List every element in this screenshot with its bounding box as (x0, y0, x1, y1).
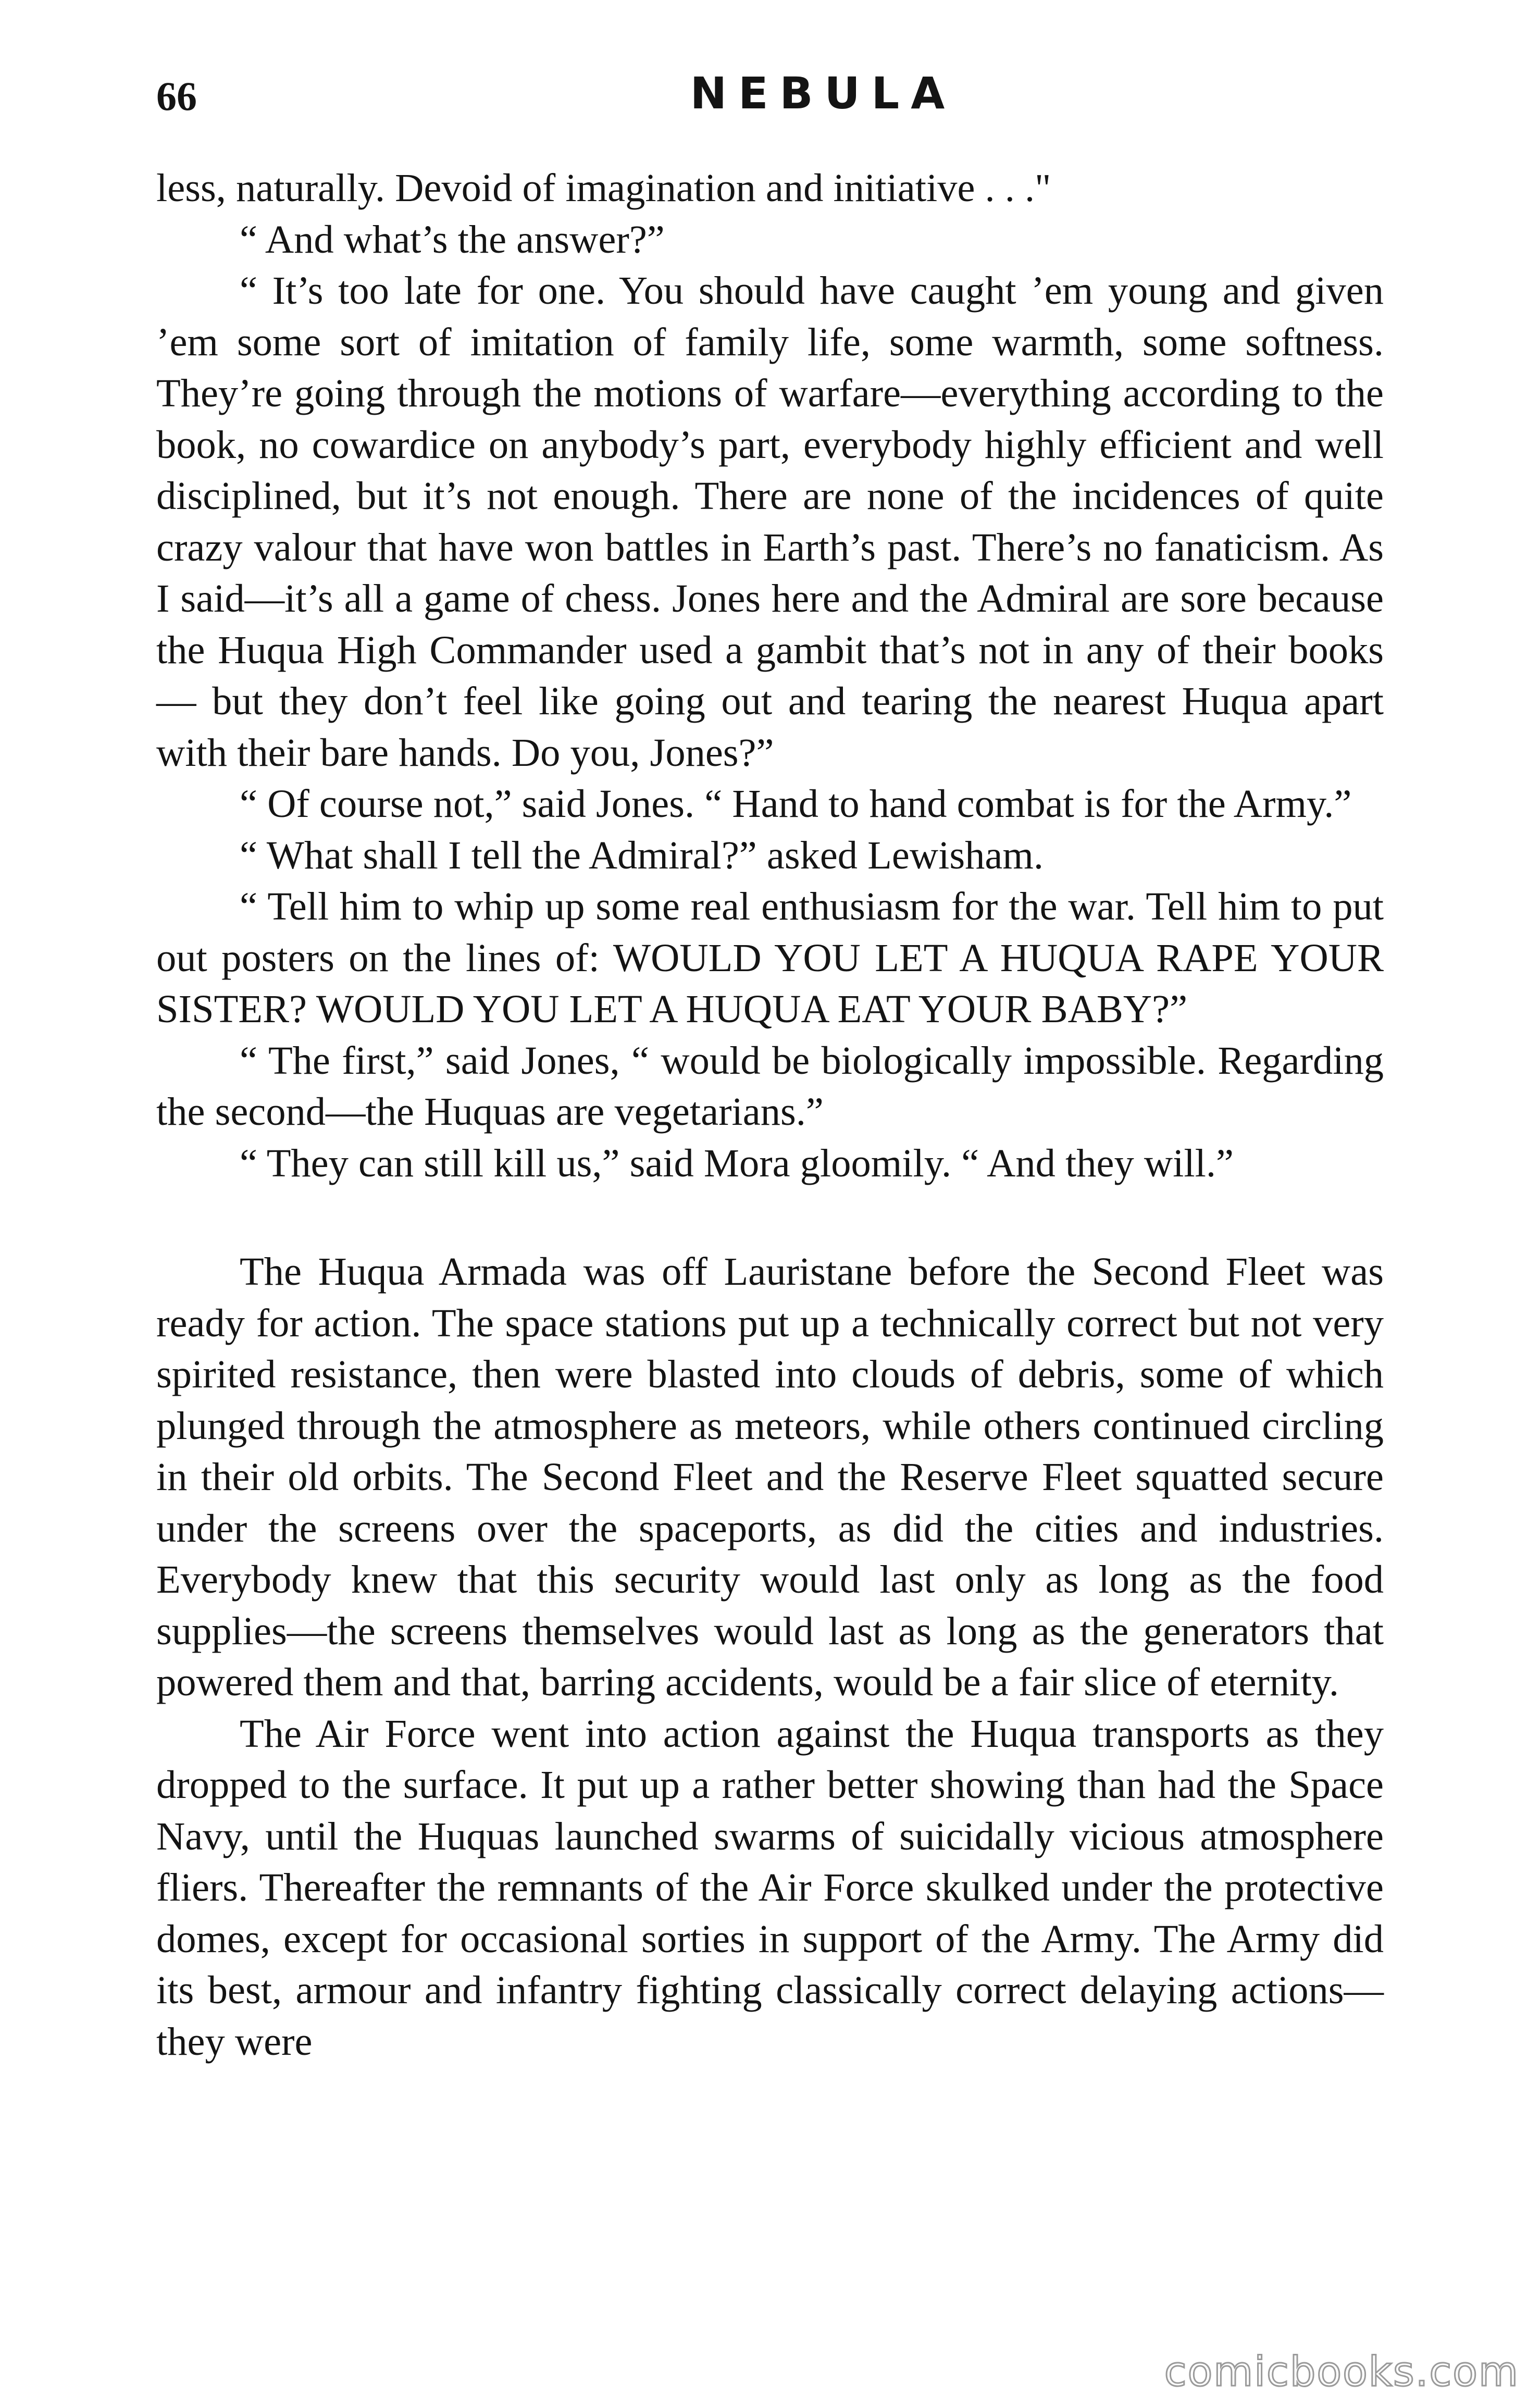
paragraph: less, naturally. Devoid of imagination and initiative . . ." (156, 166, 1051, 210)
paragraph: “ Of course not,” said Jones. “ Hand to hand combat is for the Army.” (240, 781, 1352, 826)
paragraph: “ They can still kill us,” said Mora gloomily. “ And they will.” (240, 1140, 1234, 1185)
paragraph: “ It’s too late for one. You should have caught ’em young and given ’em some sort of imitation of family life, some warmth, some softness. They’re going through the motions of warfare—everything according to the book, no cowardice on anybody’s part, everybody highly efficient and well disciplined, but it’s not enough. There are none of the incidences of quite crazy valour that have won battles in Earth’s past. There’s no fanaticism. As I said—it’s all a game of chess. Jones here and the Admiral are sore because the Huqua High Commander used a gambit that’s not in any of their books— but they don’t feel like going out and tearing the nearest Huqua apart with their bare hands. Do you, Jones?” (156, 268, 1384, 775)
watermark: comicbooks.com (1164, 2349, 1519, 2396)
paragraph: “ What shall I tell the Admiral?” asked Lewisham. (240, 833, 1044, 877)
paragraph: “ The first,” said Jones, “ would be biologically impossible. Regarding the second—the Huquas are vegetarians.” (156, 1038, 1384, 1134)
section-break (156, 1189, 1384, 1246)
page-header (156, 68, 1490, 125)
paragraph: “ And what’s the answer?” (240, 217, 665, 262)
page-number: 66 (156, 73, 197, 119)
paragraph: The Air Force went into action against the Huqua transports as they dropped to the surface. It put up a rather better showing than had the Space Navy, until the Huquas launched swarms of suicidally vicious atmosphere fliers. Thereafter the remnants of the Air Force skulked under the protective domes, except for occasional sorties in support of the Army. The Army did its best, armour and infantry fighting classically correct delaying actions—they were (156, 1711, 1384, 2064)
running-title: NEBULA (690, 68, 957, 119)
paragraph: The Huqua Armada was off Lauristane before the Second Fleet was ready for action. The space stations put up a technically correct but not very spirited resistance, then were blasted into clouds of debris, some of which plunged through the atmosphere as meteors, while others continued circling in their old orbits. The Second Fleet and the Reserve Fleet squatted secure under the screens over the spaceports, as did the cities and industries. Everybody knew that this security would last only as long as the food supplies—the screens themselves would last as long as the generators that powered them and that, barring accidents, would be a fair slice of eternity. (156, 1249, 1384, 1704)
paragraph: “ Tell him to whip up some real enthusiasm for the war. Tell him to put out posters on the lines of: WOULD YOU LET A HUQUA RAPE YOUR SISTER? WOULD YOU LET A HUQUA EAT YOUR BABY?” (156, 884, 1384, 1031)
body-text (156, 163, 1384, 2067)
